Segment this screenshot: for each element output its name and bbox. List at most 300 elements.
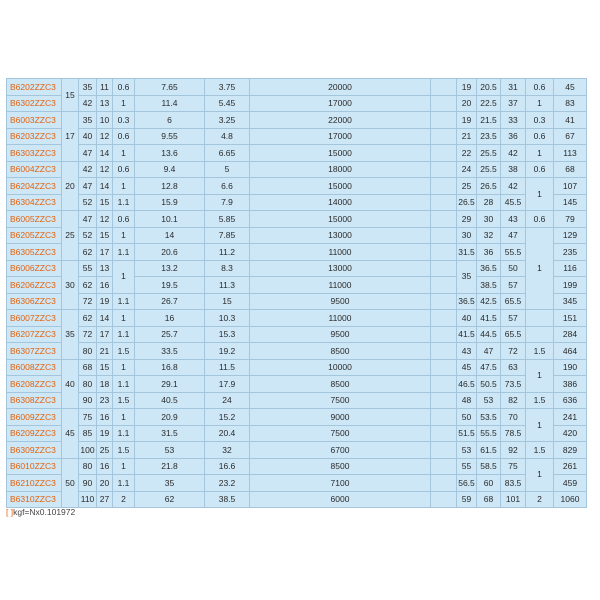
speed-cell: 7500 <box>250 392 431 409</box>
model-cell: B6308ZZC3 <box>7 392 62 409</box>
width-B-cell: 23 <box>97 392 113 409</box>
speed-cell: 8500 <box>250 376 431 393</box>
speed-cell: 13000 <box>250 260 431 277</box>
spacer-cell <box>431 293 457 310</box>
da-cell: 25.5 <box>477 145 501 162</box>
load-Cor-cell: 16.6 <box>205 458 250 475</box>
spacer-cell <box>431 343 457 360</box>
footnote-bracket: [ ] <box>6 507 14 517</box>
table-row <box>7 376 587 393</box>
da-cell: 44.5 <box>477 326 501 343</box>
width-B-cell: 16 <box>97 409 113 426</box>
load-Cor-cell: 19.2 <box>205 343 250 360</box>
table-row <box>7 392 587 409</box>
load-Cr-cell: 62 <box>135 491 205 508</box>
da-cell: 53 <box>477 392 501 409</box>
Da-cell: 63 <box>501 359 526 376</box>
spacer-cell <box>431 475 457 492</box>
spacer-cell <box>431 79 457 96</box>
speed-cell: 9500 <box>250 293 431 310</box>
width-B-cell: 12 <box>97 211 113 228</box>
spacer-cell <box>431 326 457 343</box>
weight-cell: 67 <box>554 128 587 145</box>
load-Cor-cell: 6.6 <box>205 178 250 195</box>
table-row <box>7 112 587 129</box>
speed-cell: 11000 <box>250 277 431 294</box>
chamfer-r-cell: 0.6 <box>113 79 135 96</box>
outer-D-cell: 52 <box>79 194 97 211</box>
chamfer-r-cell: 0.6 <box>113 161 135 178</box>
width-B-cell: 13 <box>97 260 113 277</box>
model-cell: B6007ZZC3 <box>7 310 62 327</box>
load-Cor-cell: 5.85 <box>205 211 250 228</box>
weight-cell: 83 <box>554 95 587 112</box>
table-row <box>7 277 587 294</box>
outer-D-cell: 35 <box>79 112 97 129</box>
chamfer-r-cell: 0.6 <box>113 211 135 228</box>
d1-cell: 31.5 <box>457 244 477 261</box>
weight-cell: 386 <box>554 376 587 393</box>
table-row <box>7 359 587 376</box>
load-Cor-cell: 17.9 <box>205 376 250 393</box>
d1-cell: 24 <box>457 161 477 178</box>
model-cell: B6304ZZC3 <box>7 194 62 211</box>
speed-cell: 15000 <box>250 211 431 228</box>
da-cell: 61.5 <box>477 442 501 459</box>
load-Cor-cell: 3.75 <box>205 79 250 96</box>
Da-cell: 57 <box>501 310 526 327</box>
width-B-cell: 16 <box>97 458 113 475</box>
load-Cr-cell: 13.2 <box>135 260 205 277</box>
spacer-cell <box>431 458 457 475</box>
weight-cell: 636 <box>554 392 587 409</box>
speed-cell: 15000 <box>250 145 431 162</box>
chamfer-r-cell: 1 <box>113 227 135 244</box>
outer-D-cell: 62 <box>79 310 97 327</box>
bore-d-cell: 20 <box>62 161 79 211</box>
ra-cell: 0.6 <box>526 128 554 145</box>
load-Cr-cell: 40.5 <box>135 392 205 409</box>
da-cell: 38.5 <box>477 277 501 294</box>
speed-cell: 7100 <box>250 475 431 492</box>
da-cell: 68 <box>477 491 501 508</box>
table-body <box>7 79 587 508</box>
ra-cell: 2 <box>526 491 554 508</box>
weight-cell: 345 <box>554 293 587 310</box>
spacer-cell <box>431 310 457 327</box>
model-cell: B6005ZZC3 <box>7 211 62 228</box>
speed-cell: 20000 <box>250 79 431 96</box>
outer-D-cell: 90 <box>79 475 97 492</box>
da-cell: 47 <box>477 343 501 360</box>
speed-cell: 17000 <box>250 95 431 112</box>
table-row <box>7 194 587 211</box>
ra-cell: 1 <box>526 359 554 392</box>
da-cell: 36 <box>477 244 501 261</box>
model-cell: B6202ZZC3 <box>7 79 62 96</box>
Da-cell: 33 <box>501 112 526 129</box>
load-Cr-cell: 20.9 <box>135 409 205 426</box>
model-cell: B6006ZZC3 <box>7 260 62 277</box>
model-cell: B6305ZZC3 <box>7 244 62 261</box>
speed-cell: 7500 <box>250 425 431 442</box>
load-Cr-cell: 29.1 <box>135 376 205 393</box>
width-B-cell: 27 <box>97 491 113 508</box>
da-cell: 55.5 <box>477 425 501 442</box>
outer-D-cell: 42 <box>79 95 97 112</box>
spacer-cell <box>431 95 457 112</box>
d1-cell: 45 <box>457 359 477 376</box>
Da-cell: 78.5 <box>501 425 526 442</box>
outer-D-cell: 68 <box>79 359 97 376</box>
da-cell: 60 <box>477 475 501 492</box>
chamfer-r-cell: 0.6 <box>113 128 135 145</box>
model-cell: B6205ZZC3 <box>7 227 62 244</box>
bearing-spec-table-container <box>6 78 587 508</box>
table-row <box>7 458 587 475</box>
load-Cr-cell: 19.5 <box>135 277 205 294</box>
width-B-cell: 17 <box>97 244 113 261</box>
ra-cell: 1.5 <box>526 343 554 360</box>
weight-cell: 261 <box>554 458 587 475</box>
width-B-cell: 11 <box>97 79 113 96</box>
outer-D-cell: 75 <box>79 409 97 426</box>
ra-cell: 1 <box>526 178 554 211</box>
d1-cell: 30 <box>457 227 477 244</box>
Da-cell: 43 <box>501 211 526 228</box>
Da-cell: 38 <box>501 161 526 178</box>
chamfer-r-cell: 1 <box>113 458 135 475</box>
spacer-cell <box>431 145 457 162</box>
weight-cell: 1060 <box>554 491 587 508</box>
da-cell: 25.5 <box>477 161 501 178</box>
Da-cell: 75 <box>501 458 526 475</box>
weight-cell: 129 <box>554 227 587 244</box>
spacer-cell <box>431 112 457 129</box>
d1-cell: 50 <box>457 409 477 426</box>
weight-cell: 68 <box>554 161 587 178</box>
weight-cell: 107 <box>554 178 587 195</box>
model-cell: B6210ZZC3 <box>7 475 62 492</box>
ra-cell <box>526 326 554 343</box>
width-B-cell: 13 <box>97 95 113 112</box>
d1-cell: 48 <box>457 392 477 409</box>
d1-cell: 21 <box>457 128 477 145</box>
spacer-cell <box>431 425 457 442</box>
load-Cor-cell: 11.2 <box>205 244 250 261</box>
model-cell: B6309ZZC3 <box>7 442 62 459</box>
table-row <box>7 145 587 162</box>
da-cell: 58.5 <box>477 458 501 475</box>
speed-cell: 11000 <box>250 310 431 327</box>
da-cell: 41.5 <box>477 310 501 327</box>
outer-D-cell: 72 <box>79 293 97 310</box>
d1-cell: 22 <box>457 145 477 162</box>
weight-cell: 199 <box>554 277 587 294</box>
da-cell: 53.5 <box>477 409 501 426</box>
width-B-cell: 19 <box>97 293 113 310</box>
load-Cr-cell: 9.4 <box>135 161 205 178</box>
width-B-cell: 17 <box>97 326 113 343</box>
speed-cell: 18000 <box>250 161 431 178</box>
speed-cell: 15000 <box>250 178 431 195</box>
chamfer-r-cell: 1.1 <box>113 244 135 261</box>
load-Cor-cell: 7.85 <box>205 227 250 244</box>
da-cell: 50.5 <box>477 376 501 393</box>
chamfer-r-cell: 2 <box>113 491 135 508</box>
chamfer-r-cell: 1.1 <box>113 293 135 310</box>
d1-cell: 46.5 <box>457 376 477 393</box>
Da-cell: 57 <box>501 277 526 294</box>
model-cell: B6208ZZC3 <box>7 376 62 393</box>
load-Cor-cell: 3.25 <box>205 112 250 129</box>
weight-cell: 241 <box>554 409 587 426</box>
model-cell: B6302ZZC3 <box>7 95 62 112</box>
weight-cell: 190 <box>554 359 587 376</box>
spacer-cell <box>431 392 457 409</box>
Da-cell: 65.5 <box>501 326 526 343</box>
outer-D-cell: 110 <box>79 491 97 508</box>
load-Cor-cell: 20.4 <box>205 425 250 442</box>
speed-cell: 8500 <box>250 343 431 360</box>
width-B-cell: 25 <box>97 442 113 459</box>
model-cell: B6303ZZC3 <box>7 145 62 162</box>
ra-cell: 0.3 <box>526 112 554 129</box>
da-cell: 42.5 <box>477 293 501 310</box>
spacer-cell <box>431 194 457 211</box>
d1-cell: 53 <box>457 442 477 459</box>
speed-cell: 10000 <box>250 359 431 376</box>
width-B-cell: 14 <box>97 178 113 195</box>
chamfer-r-cell: 1.1 <box>113 475 135 492</box>
load-Cr-cell: 6 <box>135 112 205 129</box>
speed-cell: 9500 <box>250 326 431 343</box>
chamfer-r-cell: 1.1 <box>113 425 135 442</box>
ra-cell: 1 <box>526 95 554 112</box>
outer-D-cell: 80 <box>79 458 97 475</box>
weight-cell: 45 <box>554 79 587 96</box>
model-cell: B6003ZZC3 <box>7 112 62 129</box>
bore-d-cell: 30 <box>62 260 79 310</box>
bore-d-cell: 15 <box>62 79 79 112</box>
load-Cor-cell: 15.3 <box>205 326 250 343</box>
weight-cell: 235 <box>554 244 587 261</box>
Da-cell: 83.5 <box>501 475 526 492</box>
model-cell: B6004ZZC3 <box>7 161 62 178</box>
load-Cr-cell: 25.7 <box>135 326 205 343</box>
d1-cell: 56.5 <box>457 475 477 492</box>
load-Cor-cell: 15.2 <box>205 409 250 426</box>
da-cell: 28 <box>477 194 501 211</box>
d1-cell: 35 <box>457 260 477 293</box>
spacer-cell <box>431 442 457 459</box>
chamfer-r-cell: 1.5 <box>113 442 135 459</box>
spacer-cell <box>431 244 457 261</box>
chamfer-r-cell: 0.3 <box>113 112 135 129</box>
Da-cell: 47 <box>501 227 526 244</box>
outer-D-cell: 42 <box>79 161 97 178</box>
table-row <box>7 178 587 195</box>
width-B-cell: 12 <box>97 128 113 145</box>
Da-cell: 65.5 <box>501 293 526 310</box>
load-Cor-cell: 6.65 <box>205 145 250 162</box>
speed-cell: 22000 <box>250 112 431 129</box>
outer-D-cell: 90 <box>79 392 97 409</box>
table-row <box>7 293 587 310</box>
chamfer-r-cell: 1.1 <box>113 326 135 343</box>
table-row <box>7 79 587 96</box>
ra-cell: 1 <box>526 145 554 162</box>
da-cell: 23.5 <box>477 128 501 145</box>
d1-cell: 26.5 <box>457 194 477 211</box>
d1-cell: 55 <box>457 458 477 475</box>
spacer-cell <box>431 491 457 508</box>
da-cell: 36.5 <box>477 260 501 277</box>
weight-cell: 145 <box>554 194 587 211</box>
spacer-cell <box>431 376 457 393</box>
bearing-spec-table <box>6 78 587 508</box>
Da-cell: 82 <box>501 392 526 409</box>
width-B-cell: 19 <box>97 425 113 442</box>
table-row <box>7 211 587 228</box>
d1-cell: 41.5 <box>457 326 477 343</box>
chamfer-r-cell: 1.1 <box>113 194 135 211</box>
Da-cell: 70 <box>501 409 526 426</box>
model-cell: B6204ZZC3 <box>7 178 62 195</box>
outer-D-cell: 47 <box>79 145 97 162</box>
chamfer-r-cell: 1.1 <box>113 376 135 393</box>
outer-D-cell: 55 <box>79 260 97 277</box>
table-row <box>7 326 587 343</box>
model-cell: B6307ZZC3 <box>7 343 62 360</box>
weight-cell: 829 <box>554 442 587 459</box>
speed-cell: 13000 <box>250 227 431 244</box>
da-cell: 32 <box>477 227 501 244</box>
da-cell: 21.5 <box>477 112 501 129</box>
model-cell: B6010ZZC3 <box>7 458 62 475</box>
load-Cr-cell: 20.6 <box>135 244 205 261</box>
load-Cor-cell: 15 <box>205 293 250 310</box>
outer-D-cell: 72 <box>79 326 97 343</box>
d1-cell: 43 <box>457 343 477 360</box>
model-cell: B6306ZZC3 <box>7 293 62 310</box>
outer-D-cell: 85 <box>79 425 97 442</box>
model-cell: B6310ZZC3 <box>7 491 62 508</box>
width-B-cell: 20 <box>97 475 113 492</box>
load-Cor-cell: 4.8 <box>205 128 250 145</box>
table-row <box>7 161 587 178</box>
chamfer-r-cell: 1 <box>113 359 135 376</box>
model-cell: B6209ZZC3 <box>7 425 62 442</box>
chamfer-r-cell: 1.5 <box>113 392 135 409</box>
width-B-cell: 16 <box>97 277 113 294</box>
weight-cell: 113 <box>554 145 587 162</box>
d1-cell: 20 <box>457 95 477 112</box>
load-Cr-cell: 31.5 <box>135 425 205 442</box>
outer-D-cell: 62 <box>79 244 97 261</box>
width-B-cell: 15 <box>97 359 113 376</box>
ra-cell: 1.5 <box>526 442 554 459</box>
load-Cr-cell: 15.9 <box>135 194 205 211</box>
load-Cor-cell: 5 <box>205 161 250 178</box>
spacer-cell <box>431 277 457 294</box>
width-B-cell: 15 <box>97 194 113 211</box>
bore-d-cell: 40 <box>62 359 79 409</box>
da-cell: 30 <box>477 211 501 228</box>
load-Cor-cell: 7.9 <box>205 194 250 211</box>
load-Cr-cell: 53 <box>135 442 205 459</box>
load-Cr-cell: 10.1 <box>135 211 205 228</box>
spacer-cell <box>431 128 457 145</box>
d1-cell: 29 <box>457 211 477 228</box>
table-row <box>7 425 587 442</box>
outer-D-cell: 35 <box>79 79 97 96</box>
table-row <box>7 227 587 244</box>
load-Cr-cell: 35 <box>135 475 205 492</box>
outer-D-cell: 62 <box>79 277 97 294</box>
load-Cor-cell: 23.2 <box>205 475 250 492</box>
weight-cell: 284 <box>554 326 587 343</box>
table-row <box>7 475 587 492</box>
spacer-cell <box>431 260 457 277</box>
speed-cell: 6000 <box>250 491 431 508</box>
outer-D-cell: 47 <box>79 178 97 195</box>
speed-cell: 9000 <box>250 409 431 426</box>
load-Cr-cell: 16.8 <box>135 359 205 376</box>
weight-cell: 79 <box>554 211 587 228</box>
load-Cr-cell: 26.7 <box>135 293 205 310</box>
table-row <box>7 244 587 261</box>
outer-D-cell: 52 <box>79 227 97 244</box>
da-cell: 20.5 <box>477 79 501 96</box>
outer-D-cell: 40 <box>79 128 97 145</box>
chamfer-r-cell: 1 <box>113 95 135 112</box>
chamfer-r-cell: 1 <box>113 409 135 426</box>
table-row <box>7 343 587 360</box>
ra-cell: 0.6 <box>526 161 554 178</box>
bore-d-cell: 45 <box>62 409 79 459</box>
Da-cell: 72 <box>501 343 526 360</box>
width-B-cell: 15 <box>97 227 113 244</box>
outer-D-cell: 100 <box>79 442 97 459</box>
load-Cr-cell: 12.8 <box>135 178 205 195</box>
weight-cell: 116 <box>554 260 587 277</box>
footnote-text: kgf=Nx0.101972 <box>13 507 76 517</box>
load-Cor-cell: 11.3 <box>205 277 250 294</box>
ra-cell: 1 <box>526 227 554 310</box>
Da-cell: 92 <box>501 442 526 459</box>
load-Cr-cell: 33.5 <box>135 343 205 360</box>
load-Cr-cell: 21.8 <box>135 458 205 475</box>
model-cell: B6206ZZC3 <box>7 277 62 294</box>
load-Cr-cell: 14 <box>135 227 205 244</box>
table-row <box>7 491 587 508</box>
da-cell: 22.5 <box>477 95 501 112</box>
Da-cell: 55.5 <box>501 244 526 261</box>
chamfer-r-cell: 1 <box>113 260 135 293</box>
spacer-cell <box>431 211 457 228</box>
unit-footnote <box>6 507 75 517</box>
d1-cell: 51.5 <box>457 425 477 442</box>
load-Cr-cell: 7.65 <box>135 79 205 96</box>
Da-cell: 101 <box>501 491 526 508</box>
Da-cell: 73.5 <box>501 376 526 393</box>
model-cell: B6207ZZC3 <box>7 326 62 343</box>
ra-cell: 0.6 <box>526 79 554 96</box>
speed-cell: 17000 <box>250 128 431 145</box>
weight-cell: 464 <box>554 343 587 360</box>
Da-cell: 37 <box>501 95 526 112</box>
